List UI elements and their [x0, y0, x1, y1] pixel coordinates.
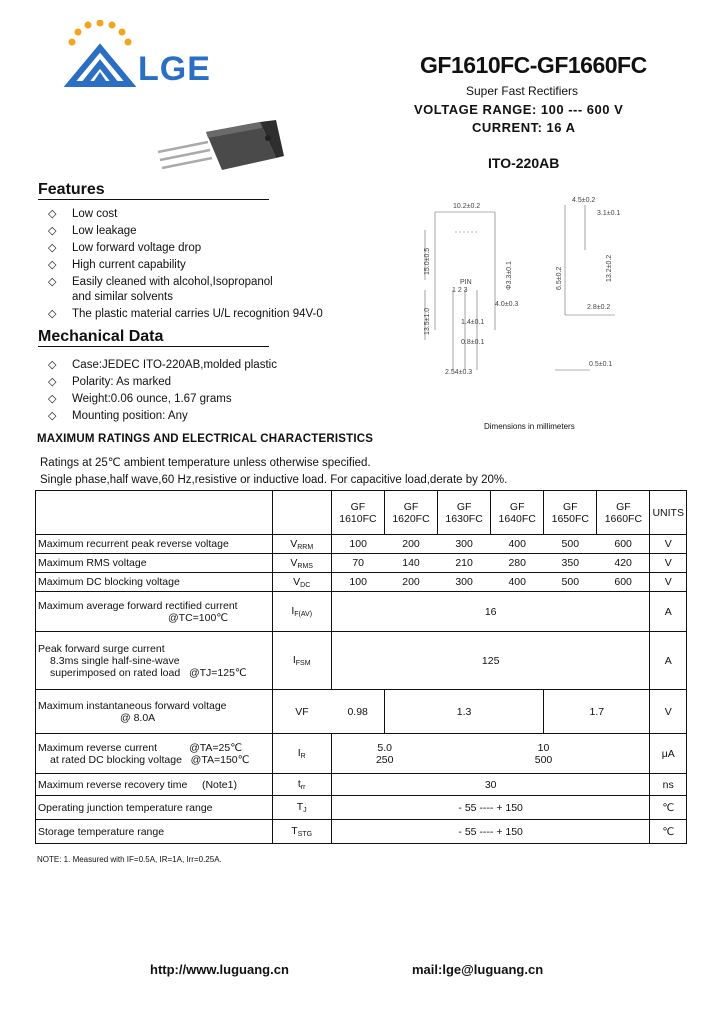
- value-cell: 140: [384, 554, 437, 573]
- symbol-cell: $V_{RMS}$: [272, 554, 331, 573]
- subtitle: Super Fast Rectifiers: [466, 84, 579, 98]
- value-cell: 400: [491, 535, 544, 554]
- value-cell: 500: [544, 573, 597, 592]
- diamond-bullet-icon: ◇: [48, 242, 57, 254]
- unit-cell: ℃: [650, 796, 687, 820]
- value-cell: 30: [331, 774, 650, 796]
- diamond-bullet-icon: ◇: [48, 410, 57, 422]
- dim-label: 15.0±0.5: [424, 247, 431, 275]
- value-cell: 350: [544, 554, 597, 573]
- symbol-cell: $I_{F(AV)}$: [272, 592, 331, 632]
- ratings-line-1: Ratings at 25℃ ambient temperature unless otherwise specified.: [40, 457, 371, 469]
- dim-label: 0.8±0.1: [461, 339, 485, 346]
- table-header-row: [36, 491, 687, 535]
- table-row: [36, 535, 687, 554]
- list-item: ◇ Case:JEDEC ITO-220AB,molded plastic: [38, 357, 378, 374]
- dim-label: 13.2±0.2: [606, 254, 613, 282]
- logo: [62, 20, 138, 92]
- value-cell: 1.3: [384, 690, 543, 734]
- dim-label: 6.5±0.2: [556, 266, 563, 290]
- symbol-cell: $I_{FSM}$: [272, 632, 331, 690]
- param-cell: Maximum DC blocking voltage: [36, 573, 273, 592]
- dim-label: PIN: [460, 279, 472, 286]
- param-cell: Maximum reverse recovery time (Note1): [36, 774, 273, 796]
- table-row: [36, 796, 687, 820]
- to220-package-icon: [150, 118, 290, 178]
- features-list: [38, 206, 378, 323]
- dim-label: 4.0±0.3: [495, 301, 519, 308]
- model-header: GF 1630FC: [438, 491, 491, 535]
- table-row: [36, 734, 687, 774]
- diamond-bullet-icon: ◇: [48, 359, 57, 371]
- unit-cell: ℃: [650, 820, 687, 844]
- list-item: ◇ The plastic material carries U/L recognition 94V-0: [38, 306, 378, 323]
- symbol-cell: $T_J$: [272, 796, 331, 820]
- model-header: GF 1660FC: [597, 491, 650, 535]
- table-row: [36, 690, 687, 734]
- dim-label: 1 2 3: [452, 287, 468, 294]
- diamond-bullet-icon: ◇: [48, 276, 57, 288]
- symbol-cell: $T_{STG}$: [272, 820, 331, 844]
- value-cell: 280: [491, 554, 544, 573]
- package-outline-drawing: [415, 190, 635, 390]
- dim-label: 13.5±1.0: [424, 307, 431, 335]
- list-item: ◇ Weight:0.06 ounce, 1.67 grams: [38, 391, 378, 408]
- unit-cell: V: [650, 690, 687, 734]
- features-underline: [38, 199, 269, 200]
- symbol-cell: $t_{rr}$: [272, 774, 331, 796]
- value-cell: 100: [331, 535, 384, 554]
- list-item: ◇ Low cost: [38, 206, 378, 223]
- header-symbol: [272, 491, 331, 535]
- dim-label: Φ3.3±0.1: [506, 261, 513, 290]
- component-image: [150, 118, 290, 178]
- diamond-bullet-icon: ◇: [48, 393, 57, 405]
- unit-cell: A: [650, 592, 687, 632]
- list-item: and similar solvents: [72, 291, 173, 303]
- model-header: GF 1640FC: [491, 491, 544, 535]
- footer-email-link[interactable]: mail:lge@luguang.cn: [412, 962, 544, 977]
- param-cell: Storage temperature range: [36, 820, 273, 844]
- unit-cell: V: [650, 573, 687, 592]
- model-header: GF 1620FC: [384, 491, 437, 535]
- dim-label: 4.5±0.2: [572, 197, 596, 204]
- ratings-table: [35, 490, 687, 844]
- units-header: UNITS: [650, 491, 687, 535]
- list-item: ◇ Polarity: As marked: [38, 374, 378, 391]
- logo-text: LGE: [138, 50, 211, 88]
- unit-cell: A: [650, 632, 687, 690]
- value-cell: 300: [438, 573, 491, 592]
- value-cell: 600: [597, 535, 650, 554]
- voltage-range: VOLTAGE RANGE: 100 --- 600 V: [414, 102, 624, 117]
- value-cell: 200: [384, 535, 437, 554]
- unit-cell: V: [650, 554, 687, 573]
- dim-label: 1.4±0.1: [461, 319, 485, 326]
- ratings-title: MAXIMUM RATINGS AND ELECTRICAL CHARACTERISTICS: [37, 433, 374, 445]
- unit-cell: ns: [650, 774, 687, 796]
- value-cell: 100: [331, 573, 384, 592]
- param-cell: Operating junction temperature range: [36, 796, 273, 820]
- value-cell: 210: [438, 554, 491, 573]
- list-item: ◇ Mounting position: Any: [38, 408, 378, 425]
- value-cell: 200: [384, 573, 437, 592]
- unit-cell: V: [650, 535, 687, 554]
- header-blank: [36, 491, 273, 535]
- param-cell: Maximum RMS voltage: [36, 554, 273, 573]
- diagram-caption: Dimensions in millimeters: [484, 422, 575, 431]
- diamond-bullet-icon: ◇: [48, 259, 57, 271]
- list-item: ◇ Easily cleaned with alcohol,Isopropanol: [38, 274, 378, 291]
- value-cell: 300: [438, 535, 491, 554]
- table-row: [36, 632, 687, 690]
- diamond-bullet-icon: ◇: [48, 208, 57, 220]
- list-item: ◇ High current capability: [38, 257, 378, 274]
- current-rating: CURRENT: 16 A: [472, 120, 576, 135]
- value-cell: 70: [331, 554, 384, 573]
- table-row: [36, 573, 687, 592]
- diamond-bullet-icon: ◇: [48, 308, 57, 320]
- value-cell: - 55 ---- + 150: [331, 796, 650, 820]
- list-item: ◇ Low leakage: [38, 223, 378, 240]
- value-cell: 400: [491, 573, 544, 592]
- param-cell: Maximum reverse current @TA=25℃ at rated DC blocking voltage @TA=150℃: [36, 734, 273, 774]
- footer-website-link[interactable]: http://www.luguang.cn: [150, 962, 289, 977]
- param-cell: Maximum instantaneous forward voltage @ 8.0A: [36, 690, 273, 734]
- table-row: [36, 820, 687, 844]
- mechanical-list: [38, 357, 378, 425]
- part-number-title: GF1610FC-GF1660FC: [420, 52, 647, 78]
- symbol-cell: $I_R$: [272, 734, 331, 774]
- package-name: ITO-220AB: [488, 155, 560, 171]
- value-cell: 420: [597, 554, 650, 573]
- value-cell: 600: [597, 573, 650, 592]
- value-cell: 16: [331, 592, 650, 632]
- value-cell: 10 500: [438, 734, 650, 774]
- diamond-bullet-icon: ◇: [48, 376, 57, 388]
- table-row: [36, 554, 687, 573]
- param-cell: Peak forward surge current 8.3ms single half-sine-wave superimposed on rated load @TJ=125℃: [36, 632, 273, 690]
- param-cell: Maximum recurrent peak reverse voltage: [36, 535, 273, 554]
- dim-label: 0.5±0.1: [589, 361, 613, 368]
- features-title: Features: [38, 181, 105, 198]
- table-footnote: NOTE: 1. Measured with IF=0.5A, IR=1A, Irr=0.25A.: [37, 855, 222, 864]
- unit-cell: μA: [650, 734, 687, 774]
- symbol-cell: $V_{DC}$: [272, 573, 331, 592]
- value-cell: 1.7: [544, 690, 650, 734]
- symbol-cell: VF: [272, 690, 331, 734]
- diamond-bullet-icon: ◇: [48, 225, 57, 237]
- table-row: [36, 592, 687, 632]
- dim-label: 2.54±0.3: [445, 369, 473, 376]
- dim-label: 2.8±0.2: [587, 304, 611, 311]
- model-header: GF 1610FC: [331, 491, 384, 535]
- param-cell: Maximum average forward rectified current @TC=100℃: [36, 592, 273, 632]
- value-cell: - 55 ---- + 150: [331, 820, 650, 844]
- value-cell: 5.0 250: [331, 734, 437, 774]
- table-row: [36, 774, 687, 796]
- mechanical-title: Mechanical Data: [38, 328, 164, 345]
- symbol-cell: $V_{RRM}$: [272, 535, 331, 554]
- dim-label: 10.2±0.2: [453, 203, 481, 210]
- dim-label: 3.1±0.1: [597, 210, 621, 217]
- ratings-line-2: Single phase,half wave,60 Hz,resistive or inductive load. For capacitive load,derate by 20%.: [40, 474, 508, 486]
- model-header: GF 1650FC: [544, 491, 597, 535]
- dimension-diagram: [415, 190, 635, 390]
- value-cell: 125: [331, 632, 650, 690]
- mechanical-underline: [38, 346, 269, 347]
- logo-mark-icon: [62, 20, 138, 92]
- value-cell: 0.98: [331, 690, 384, 734]
- value-cell: 500: [544, 535, 597, 554]
- list-item: ◇ Low forward voltage drop: [38, 240, 378, 257]
